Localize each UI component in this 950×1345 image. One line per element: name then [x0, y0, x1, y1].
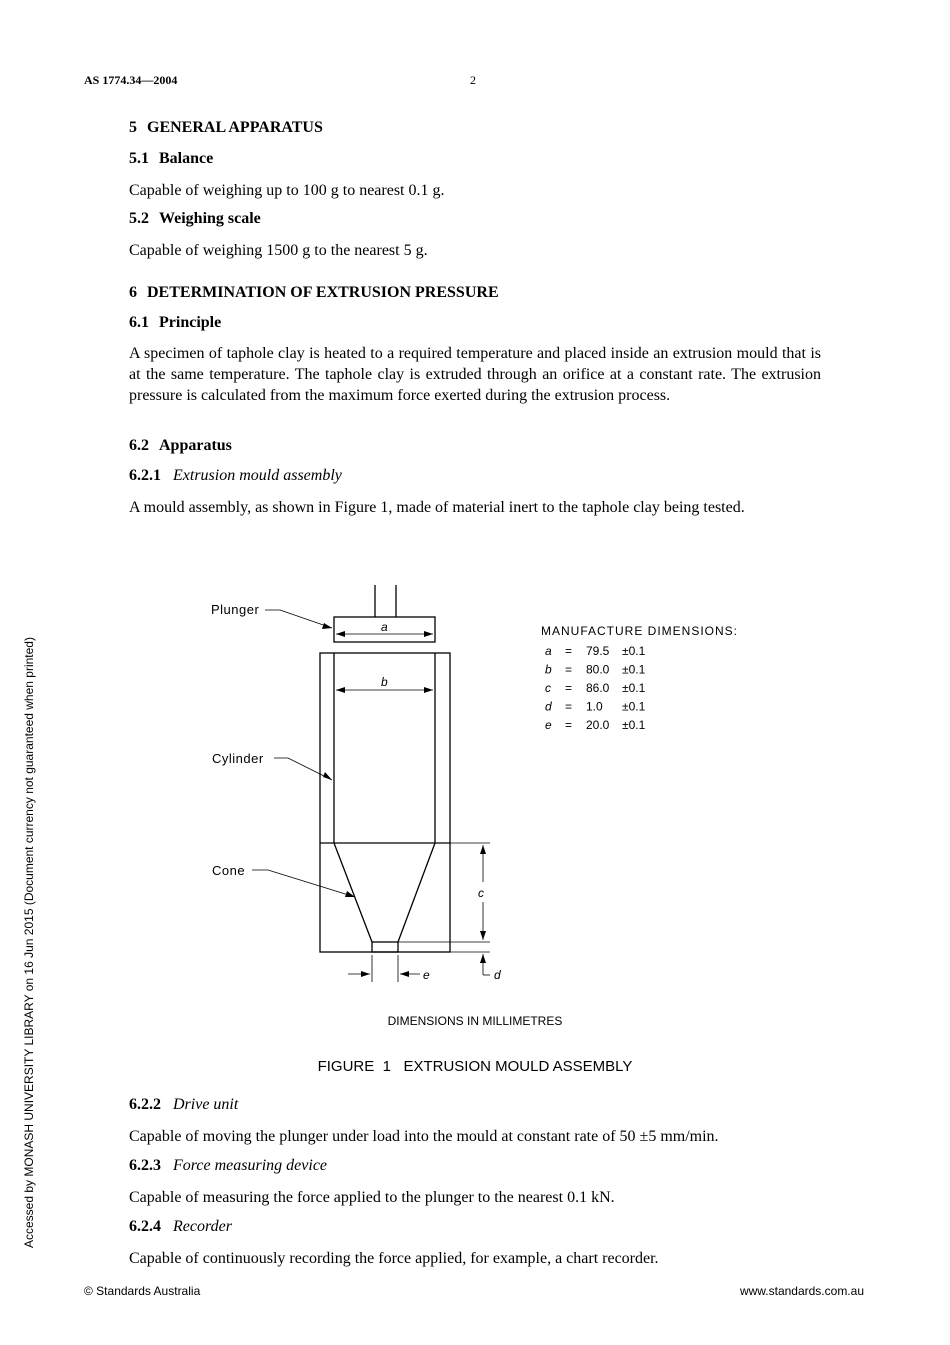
dim-letter-e: e	[423, 968, 430, 982]
arrow-plunger	[322, 623, 332, 629]
page-number: 2	[470, 73, 476, 87]
section-6-1-text: A specimen of taphole clay is heated to a required temperature and placed inside an extrusion mould that is at the same temperature. The taphole clay is extruded through an orifice at a constant rate. The extrusion pressure is calculated from the maximum force exerted during the extrusion process.	[129, 345, 821, 404]
arrow-e-right	[400, 971, 409, 977]
dim-row-equals: =	[565, 681, 573, 695]
access-watermark: Accessed by MONASH UNIVERSITY LIBRARY on 16 Jun 2015 (Document currency not guaranteed when printed)	[22, 637, 36, 1248]
section-number: 6	[129, 284, 137, 301]
section-5-2-text: Capable of weighing 1500 g to the nearest 5 g.	[129, 242, 428, 259]
dim-row-equals: =	[565, 699, 573, 714]
dim-row-letter: a	[545, 644, 552, 658]
section-number: 6.2.2	[129, 1096, 161, 1113]
section-title: Principle	[159, 314, 222, 331]
section-title: Balance	[159, 150, 214, 167]
dim-row-value: 79.5	[586, 644, 610, 658]
arrow-a-left	[336, 631, 345, 637]
section-number: 6.2.3	[129, 1157, 161, 1174]
footer-copyright: © Standards Australia	[84, 1284, 201, 1298]
section-number: 6.2.1	[129, 467, 161, 484]
dim-row-tolerance: ±0.1	[622, 699, 646, 714]
orifice	[372, 942, 398, 952]
arrow-b-left	[336, 687, 345, 693]
mould-outer-body	[320, 653, 450, 952]
arrow-a-right	[424, 631, 433, 637]
section-title: Recorder	[173, 1218, 232, 1235]
section-title: Drive unit	[173, 1096, 239, 1113]
dim-letter-d: d	[494, 968, 501, 982]
dim-row-equals: =	[565, 662, 573, 677]
section-number: 5	[129, 119, 137, 136]
dim-letter-a: a	[381, 620, 388, 634]
standard-designation: AS 1774.34—2004	[84, 73, 178, 87]
label-cone: Cone	[212, 863, 246, 878]
manufacture-dimensions-title: MANUFACTURE DIMENSIONS:	[541, 624, 739, 638]
manufacture-dimensions-table	[545, 644, 646, 732]
dim-row-equals: =	[565, 644, 573, 658]
dim-row-letter: e	[545, 718, 552, 732]
section-title: DETERMINATION OF EXTRUSION PRESSURE	[147, 284, 499, 301]
label-plunger: Plunger	[211, 602, 260, 617]
section-6-2-1-text: A mould assembly, as shown in Figure 1, made of material inert to the taphole clay being tested.	[129, 499, 745, 516]
dim-row-value: 1.0	[586, 699, 603, 714]
arrow-e-left	[361, 971, 370, 977]
section-title: Extrusion mould assembly	[173, 467, 342, 484]
cone-leader	[252, 870, 355, 897]
dim-row-value: 86.0	[586, 681, 610, 695]
arrow-b-right	[424, 687, 433, 693]
dim-letter-c: c	[478, 886, 484, 900]
figure-caption: FIGURE 1 EXTRUSION MOULD ASSEMBLY	[317, 1058, 633, 1075]
dim-row-tolerance: ±0.1	[622, 662, 646, 677]
section-title: Weighing scale	[159, 210, 261, 227]
cone-right-wall	[398, 843, 435, 942]
section-6-2-3-text: Capable of measuring the force applied to the plunger to the nearest 0.1 kN.	[129, 1189, 615, 1206]
section-6-2-2-text: Capable of moving the plunger under load into the mould at constant rate of 50 ±5 mm/min.	[129, 1128, 719, 1145]
section-number: 5.1	[129, 150, 149, 167]
plunger-leader	[265, 610, 332, 628]
section-6-2-4-text: Capable of continuously recording the force applied, for example, a chart recorder.	[129, 1250, 659, 1267]
dim-letter-b: b	[381, 675, 388, 689]
dim-row-tolerance: ±0.1	[622, 681, 646, 695]
section-title: Apparatus	[159, 437, 232, 454]
dim-row-letter: c	[545, 681, 551, 695]
dim-row-tolerance: ±0.1	[622, 718, 646, 732]
arrow-c-bottom	[480, 931, 486, 940]
dim-row-letter: d	[545, 699, 552, 714]
dim-row-value: 80.0	[586, 662, 610, 677]
footer-website-link[interactable]: www.standards.com.au	[739, 1284, 864, 1298]
label-cylinder: Cylinder	[212, 751, 264, 766]
arrow-c-top	[480, 845, 486, 854]
dim-row-equals: =	[565, 718, 573, 732]
section-6-2-4-heading	[129, 1218, 232, 1236]
dim-row-letter: b	[545, 662, 552, 677]
dim-row-tolerance: ±0.1	[622, 644, 646, 658]
arrow-cylinder	[323, 772, 332, 780]
section-6-2-3-heading	[129, 1157, 327, 1175]
units-note: DIMENSIONS IN MILLIMETRES	[387, 1014, 563, 1028]
dim-row-value: 20.0	[586, 718, 610, 732]
section-title: GENERAL APPARATUS	[147, 119, 323, 136]
section-title: Force measuring device	[173, 1157, 328, 1174]
section-number: 6.1	[129, 314, 149, 331]
section-number: 6.2.4	[129, 1218, 161, 1235]
section-5-1-text: Capable of weighing up to 100 g to nearest 0.1 g.	[129, 182, 445, 199]
section-6-2-2-heading	[129, 1096, 238, 1114]
section-number: 5.2	[129, 210, 149, 227]
section-number: 6.2	[129, 437, 149, 454]
arrow-d	[480, 954, 486, 963]
